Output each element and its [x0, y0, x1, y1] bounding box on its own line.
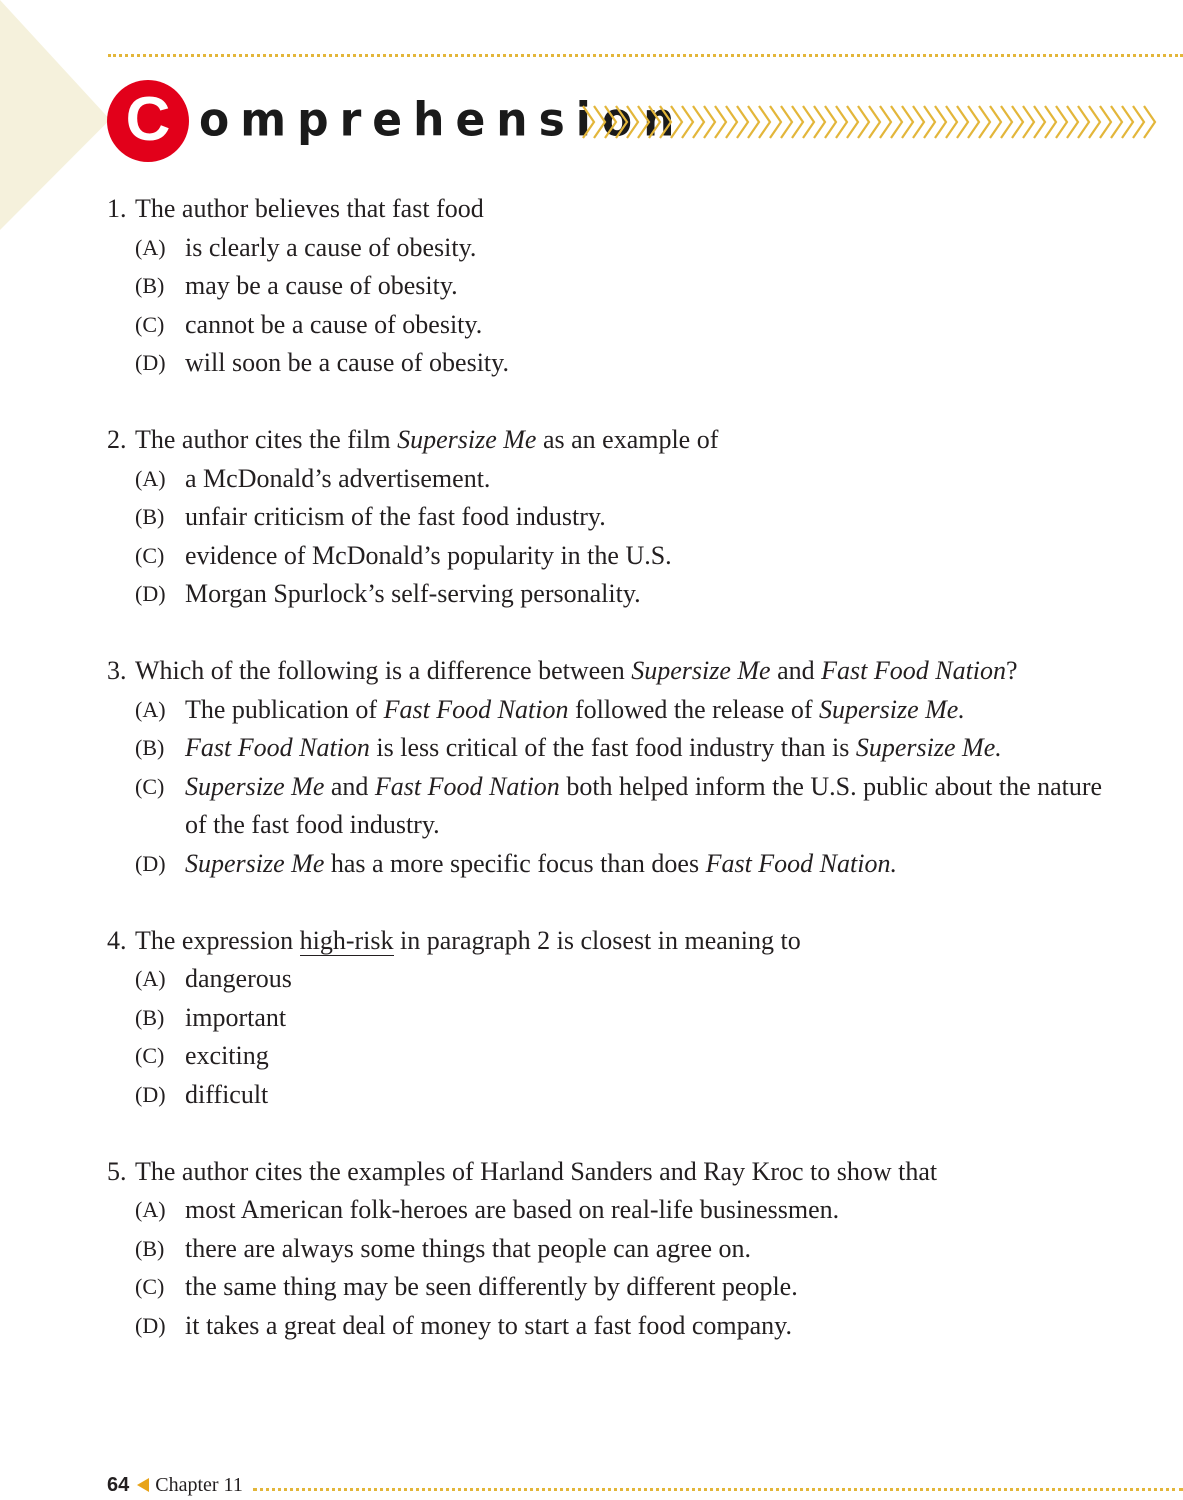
question-number: 1. [107, 194, 127, 223]
question-number: 2. [107, 425, 127, 454]
question-stem [107, 1153, 1107, 1192]
option-letter: (B) [135, 1235, 165, 1261]
text-run: most American folk-heroes are based on real-life businessmen. [185, 1195, 840, 1224]
chevron-band-icon [577, 100, 1177, 144]
option-text [185, 306, 1107, 345]
answer-option[interactable] [107, 1191, 1107, 1230]
text-run: exciting [185, 1041, 269, 1070]
answer-option[interactable] [107, 1037, 1107, 1076]
text-run: has a more specific focus than does [324, 848, 706, 878]
option-text [185, 575, 1107, 614]
question-3 [107, 652, 1107, 883]
text-run: The author cites the examples of Harland Sanders and Ray Kroc to show that [135, 1156, 938, 1186]
text-run: Which of the following is a difference between [135, 656, 632, 685]
question-stem [107, 922, 1107, 961]
italic-title: Supersize Me [185, 771, 325, 801]
question-number: 3. [107, 656, 127, 685]
italic-title: Supersize Me [185, 848, 325, 878]
option-letter: (D) [135, 850, 166, 876]
question-list [107, 190, 1107, 1384]
text-run: a McDonald’s advertisement. [185, 463, 491, 493]
top-dotted-rule [108, 54, 1183, 57]
chapter-label: Chapter 11 [155, 1473, 243, 1496]
option-letter: (D) [135, 1081, 166, 1107]
section-header [107, 80, 1067, 164]
italic-title: Fast Food Nation. [705, 848, 897, 878]
question-text [135, 1153, 937, 1192]
answer-option[interactable] [107, 999, 1107, 1038]
text-run: the same thing may be seen differently by different people. [185, 1272, 798, 1301]
text-run: followed the release of [568, 694, 819, 724]
corner-decoration [0, 0, 110, 230]
option-text [185, 498, 1107, 537]
answer-option[interactable] [107, 575, 1107, 614]
option-text [185, 460, 1107, 499]
header-title: omprehension [199, 93, 686, 148]
option-letter: (B) [135, 735, 165, 760]
option-letter: (A) [135, 234, 166, 260]
option-letter: (A) [135, 1197, 166, 1222]
underlined-term: high-risk [299, 925, 394, 955]
text-run: in paragraph 2 is closest in meaning to [393, 925, 801, 955]
text-run: difficult [185, 1079, 269, 1109]
question-2 [107, 421, 1107, 614]
question-5 [107, 1153, 1107, 1346]
page-number: 64 [107, 1473, 130, 1496]
text-run: and [324, 771, 375, 801]
option-text [185, 960, 1107, 999]
option-letter: (B) [135, 273, 165, 298]
text-run: important [185, 1002, 287, 1032]
text-run: there are always some things that people can agree on. [185, 1233, 751, 1263]
option-letter: (C) [135, 1043, 165, 1068]
question-number: 5. [107, 1156, 127, 1186]
answer-option[interactable] [107, 267, 1107, 306]
text-run: evidence of McDonald’s popularity in the U.S. [185, 540, 672, 570]
italic-title: Fast Food Nation [821, 656, 1007, 685]
answer-option[interactable] [107, 845, 1107, 884]
answer-option[interactable] [107, 344, 1107, 383]
option-text [185, 691, 1107, 730]
text-run: The expression [135, 925, 300, 955]
text-run: will soon be a cause of obesity. [185, 348, 509, 377]
question-text [135, 922, 801, 961]
question-stem [107, 190, 1107, 229]
option-letter: (B) [135, 504, 165, 529]
answer-option[interactable] [107, 1076, 1107, 1115]
italic-title: Supersize Me [397, 425, 537, 454]
text-run: it takes a great deal of money to start a fast food company. [185, 1310, 792, 1340]
option-letter: (C) [135, 1274, 165, 1299]
question-stem [107, 652, 1107, 691]
option-text [185, 537, 1107, 576]
answer-option[interactable] [107, 768, 1107, 845]
question-4 [107, 922, 1107, 1115]
option-text [185, 1037, 1107, 1076]
answer-option[interactable] [107, 537, 1107, 576]
text-run: cannot be a cause of obesity. [185, 309, 483, 339]
option-text [185, 1076, 1107, 1115]
text-run: both helped inform the U.S. public about the nature of the fast food industry. [185, 771, 1103, 839]
question-text [135, 652, 1018, 691]
text-run: unfair criticism of the fast food industry. [185, 502, 606, 531]
answer-option[interactable] [107, 691, 1107, 730]
italic-title: Supersize Me [631, 656, 771, 685]
option-text [185, 229, 1107, 268]
header-initial-badge [107, 80, 189, 162]
option-letter: (A) [135, 465, 166, 491]
option-letter: (C) [135, 773, 165, 799]
text-run: is clearly a cause of obesity. [185, 232, 477, 262]
answer-option[interactable] [107, 306, 1107, 345]
header-initial: C [125, 85, 171, 154]
option-text [185, 1230, 1107, 1269]
question-stem [107, 421, 1107, 460]
italic-title: Fast Food Nation [374, 771, 560, 801]
option-letter: (C) [135, 311, 165, 337]
option-text [185, 267, 1107, 306]
answer-option[interactable] [107, 729, 1107, 768]
answer-option[interactable] [107, 1230, 1107, 1269]
option-letter: (A) [135, 966, 166, 991]
text-run: is less critical of the fast food industry than is [369, 733, 856, 762]
option-letter: (C) [135, 542, 165, 568]
option-letter: (D) [135, 350, 166, 375]
italic-title: Fast Food Nation [185, 733, 370, 762]
italic-title: Supersize Me. [855, 733, 1002, 762]
triangle-left-icon [137, 1478, 149, 1492]
text-run: as an example of [536, 425, 719, 454]
text-run: The publication of [185, 694, 384, 724]
answer-option[interactable] [107, 960, 1107, 999]
option-letter: (B) [135, 1004, 165, 1030]
option-text [185, 344, 1107, 383]
text-run: The author cites the film [135, 425, 398, 454]
question-text [135, 421, 718, 460]
question-text [135, 190, 484, 229]
question-number: 4. [107, 925, 127, 955]
option-text [185, 1307, 1107, 1346]
italic-title: Fast Food Nation [383, 694, 569, 724]
option-text [185, 999, 1107, 1038]
text-run: may be a cause of obesity. [185, 271, 458, 300]
text-run: ? [1006, 656, 1018, 685]
answer-option[interactable] [107, 229, 1107, 268]
footer-dotted-rule [253, 1488, 1183, 1491]
page-footer [107, 1470, 1183, 1500]
option-letter: (D) [135, 581, 166, 606]
answer-option[interactable] [107, 1268, 1107, 1307]
answer-option[interactable] [107, 498, 1107, 537]
option-letter: (A) [135, 696, 166, 722]
question-1 [107, 190, 1107, 383]
text-run: dangerous [185, 964, 292, 993]
answer-option[interactable] [107, 1307, 1107, 1346]
answer-option[interactable] [107, 460, 1107, 499]
option-text [185, 1191, 1107, 1230]
option-text [185, 768, 1107, 845]
option-letter: (D) [135, 1312, 166, 1338]
option-text [185, 729, 1107, 768]
text-run: and [770, 656, 822, 685]
option-text [185, 845, 1107, 884]
text-run: The author believes that fast food [135, 194, 484, 223]
option-text [185, 1268, 1107, 1307]
italic-title: Supersize Me. [818, 694, 965, 724]
text-run: Morgan Spurlock’s self-serving personality. [185, 579, 641, 608]
